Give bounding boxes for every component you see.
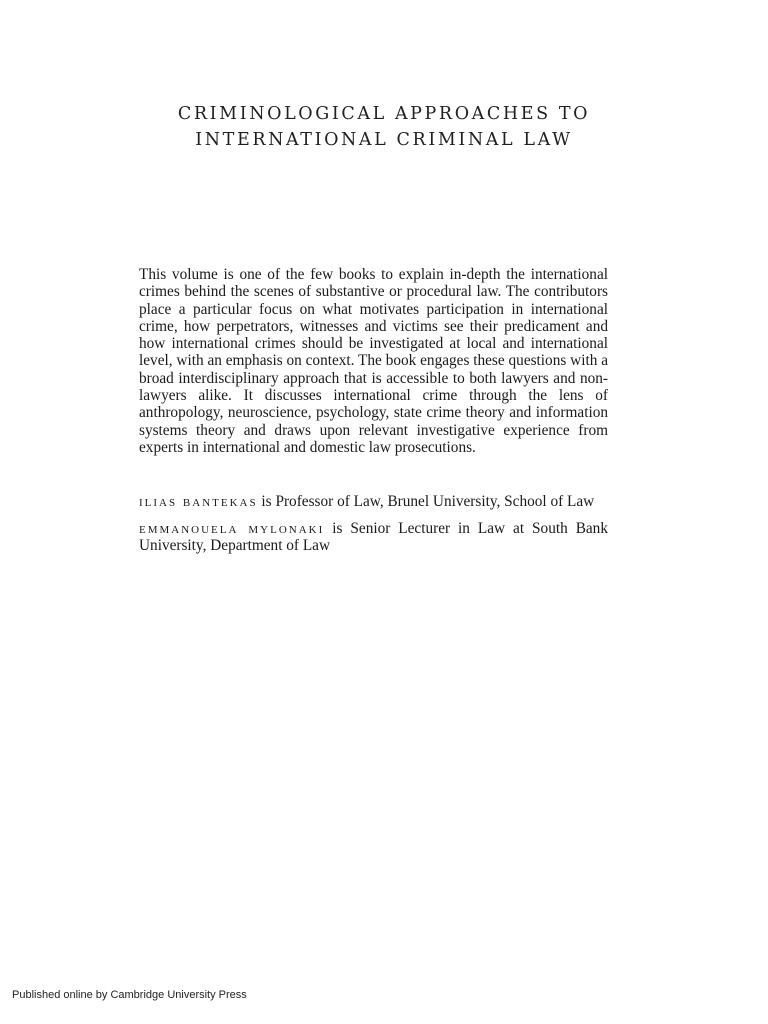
author-name-2: emmanouela mylonaki xyxy=(139,520,325,537)
book-title xyxy=(0,101,768,153)
publisher-footer: Published online by Cambridge University Press xyxy=(12,989,247,1001)
author-affiliation-2: is Senior Lecturer in Law at South Bank University, Department of Law xyxy=(139,520,608,555)
book-title-line-1: CRIMINOLOGICAL APPROACHES TO xyxy=(177,104,591,124)
book-description: This volume is one of the few books to explain in-depth the international crimes behind the scenes of substantive or procedural law. The contributors place a particular focus on what motivates participation in international crime, how perpetrators, witnesses and victims see their predicament and how international crimes should be investigated at local and international level, with an emphasis on context. The book engages these questions with a broad interdisciplinary approach that is accessible to both lawyers and non-lawyers alike. It discusses international crime through the lens of anthropology, neuroscience, psychology, state crime theory and information systems theory and draws upon relevant investigative experience from experts in international and domestic law prosecutions. xyxy=(139,266,608,456)
author-bio-1 xyxy=(139,493,608,510)
author-bio-2 xyxy=(139,520,608,555)
author-affiliation-1: is Professor of Law, Brunel University, School of Law xyxy=(257,493,595,510)
author-name-1: ilias bantekas xyxy=(139,493,258,510)
book-title-line-2: INTERNATIONAL CRIMINAL LAW xyxy=(195,130,573,150)
